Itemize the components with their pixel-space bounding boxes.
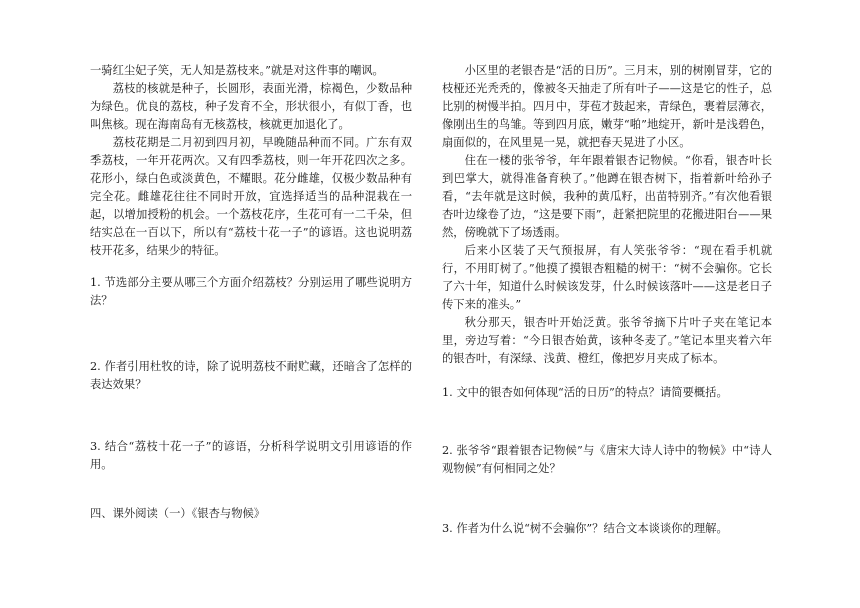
right-column [442,62,772,538]
right-paragraph-4: 秋分那天，银杏叶开始泛黄。张爷爷摘下片叶子夹在笔记本里，旁边写着：“今日银杏始黄，该种冬麦了。”笔记本里夹着六年的银杏叶，有深绿、浅黄、橙红，像把岁月夹成了标本。 [442,316,772,365]
right-paragraph-2: 住在一楼的张爷爷，年年跟着银杏记物候。“你看，银杏叶长到巴掌大，就得准备育秧了。”他蹲在银杏树下，指着新叶给孙子看，“去年就是这时候，我种的黄瓜籽，出苗特别齐。”有次他看银杏叶边缘卷了边，“这是要下雨”，赶紧把院里的花搬进阳台——果然，傍晚就下了场透雨。 [442,154,772,239]
left-column [90,62,412,474]
left-paragraph-1: 一骑红尘妃子笑，无人知是荔枝来。”就是对这件事的嘲讽。 [90,64,384,77]
right-paragraph-1: 小区里的老银杏是“活的日历”。三月末，别的树刚冒芽，它的枝桠还光秃秃的，像被冬天抽走了所有叶子——这是它的性子，总比别的树慢半拍。四月中，芽苞才鼓起来，青绿色，裹着层薄衣，像刚出生的鸟雏。等到四月底，嫩芽“啪”地绽开，新叶是浅碧色，扇面似的，在风里晃一晃，就把春天晃进了小区。 [442,64,772,149]
right-question-3: 3. 作者为什么说“树不会骗你”？结合文本谈谈你的理解。 [442,522,728,535]
left-paragraph-3: 荔枝花期是二月初到四月初，早晚随品种而不同。广东有双季荔枝，一年开花两次。又有四季荔枝，则一年开花四次之多。花形小，绿白色或淡黄色，不耀眼。花分雌雄，仅极少数品种有完全花。雌雄花往往不同时开放，宜选择适当的品种混栽在一起，以增加授粉的机会。一个荔枝花序，生花可有一二千朵，但结实总在一百以下，所以有“荔枝十花一子”的谚语。这也说明荔枝开花多，结果少的特征。 [90,136,412,257]
right-paragraph-3: 后来小区装了天气预报屏，有人笑张爷爷：“现在看手机就行，不用盯树了。”他摸了摸银杏粗糙的树干：“树不会骗你。它长了六十年，知道什么时候该发芽，什么时候该落叶——这是老日子传下来的准头。” [442,244,772,311]
left-question-1: 1. 节选部分主要从哪三个方面介绍荔枝？分别运用了哪些说明方法？ [90,276,412,307]
right-question-2: 2. 张爷爷“跟着银杏记物候”与《唐宋大诗人诗中的物候》中“诗人观物候”有何相同之处？ [442,444,772,475]
left-question-3: 3. 结合“荔枝十花一子”的谚语，分析科学说明文引用谚语的作用。 [90,440,412,471]
left-question-2: 2. 作者引用杜牧的诗，除了说明荔枝不耐贮藏，还暗含了怎样的表达效果？ [90,360,412,391]
left-paragraph-2: 荔枝的核就是种子，长圆形，表面光滑，棕褐色，少数品种为绿色。优良的荔枝，种子发育不全，形状很小，有似丁香，也叫焦核。现在海南岛有无核荔枝，核就更加退化了。 [90,82,412,131]
section-heading: 四、课外阅读（一）《银杏与物候》 [90,507,266,520]
right-question-1: 1. 文中的银杏如何体现“活的日历”的特点？请简要概括。 [442,386,728,399]
